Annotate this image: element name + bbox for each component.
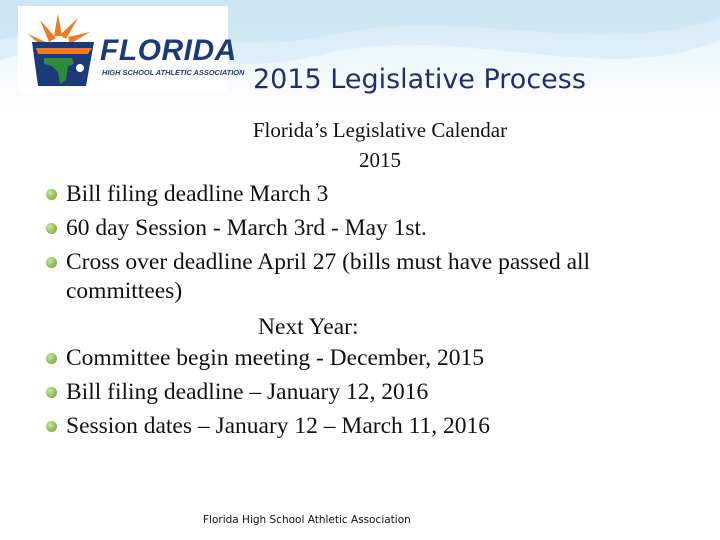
bullet-list [44, 180, 684, 441]
next-year-label: Next Year: [258, 314, 359, 340]
subtitle-year: 2015 [359, 148, 401, 172]
list-item [44, 344, 684, 373]
bullet-icon [46, 387, 57, 398]
list-item-text: Session dates – January 12 – March 11, 2016 [66, 413, 491, 439]
next-year-heading-row [44, 313, 684, 342]
subtitle-calendar: Florida’s Legislative Calendar [252, 118, 508, 142]
list-item [44, 214, 684, 243]
page-title: 2015 Legislative Process [253, 64, 586, 95]
bullet-icon [46, 189, 57, 200]
footer-text: Florida High School Athletic Association [203, 514, 411, 526]
list-item-text: Bill filing deadline – January 12, 2016 [66, 379, 429, 405]
logo-subtitle: HIGH SCHOOL ATHLETIC ASSOCIATION [102, 68, 245, 77]
list-item [44, 180, 684, 209]
list-item-text: Committee begin meeting - December, 2015 [66, 345, 485, 371]
list-item [44, 248, 684, 306]
fhsaa-logo [18, 6, 245, 92]
bullet-icon [46, 421, 57, 432]
bullet-icon [46, 257, 57, 268]
bullet-icon [46, 223, 57, 234]
logo-wordmark: FLORIDA [100, 34, 237, 67]
list-item-text: Cross over deadline April 27 (bills must have passed all committees) [66, 249, 591, 304]
bullet-icon [46, 353, 57, 364]
list-item [44, 412, 684, 441]
list-item-text: 60 day Session - March 3rd - May 1st. [66, 215, 427, 241]
list-item [44, 378, 684, 407]
list-item-text: Bill filing deadline March 3 [66, 181, 329, 207]
